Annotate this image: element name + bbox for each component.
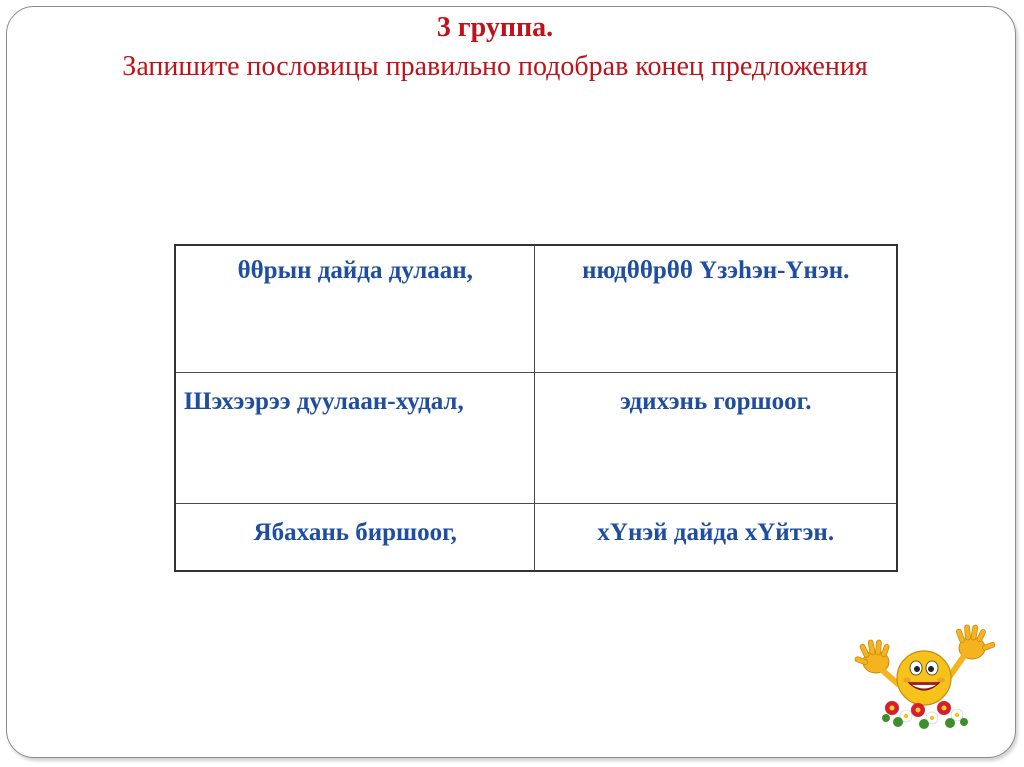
table-row	[175, 245, 897, 373]
slide-instruction: Запишите пословицы правильно подобрав конец предложения	[122, 51, 868, 82]
right-hand-icon	[950, 625, 996, 676]
proverb-start-cell: θθрын дайда дулаан,	[175, 245, 535, 373]
waving-smiley-with-flowers-icon	[852, 622, 998, 730]
proverb-end-cell: нюдθθрθθ Үзэһэн-Үнэн.	[535, 245, 897, 373]
left-hand-icon	[854, 640, 898, 684]
proverb-start-cell: Ябахань биршоог,	[175, 504, 535, 572]
slide-title: 3 группа.	[436, 12, 554, 43]
table-row	[175, 373, 897, 504]
proverbs-table	[174, 244, 898, 572]
proverb-end-cell: хҮнэй дайда хҮйтэн.	[535, 504, 897, 572]
proverb-start-cell: Шэхээрээ дуулаан-худал,	[175, 373, 535, 504]
proverb-end-cell: эдихэнь горшоог.	[535, 373, 897, 504]
table-row	[175, 504, 897, 572]
smiley-face-icon	[897, 651, 951, 705]
